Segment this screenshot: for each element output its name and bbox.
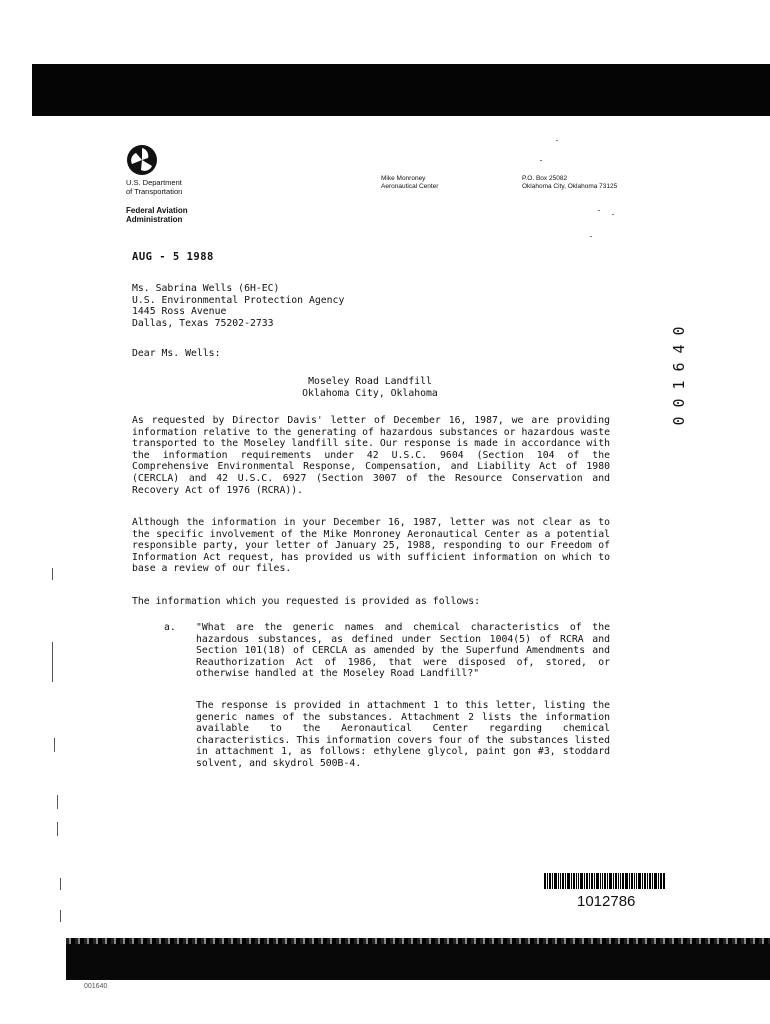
stamp-digit: 4	[670, 344, 688, 354]
center-line-1: Mike Monroney	[381, 175, 426, 182]
margin-mark	[57, 822, 58, 836]
address-line-2: Oklahoma City, Oklahoma 73125	[522, 183, 618, 190]
footer-number: 001640	[84, 983, 108, 990]
scan-speck	[590, 236, 592, 237]
margin-mark	[52, 568, 53, 580]
scan-speck	[598, 210, 600, 211]
center-line-2: Aeronautical Center	[381, 183, 439, 190]
scan-bottom-band	[66, 944, 770, 980]
addressee-line-3: 1445 Ross Avenue	[132, 306, 227, 318]
stamp-digit: 0	[670, 326, 688, 336]
addressee-line-2: U.S. Environmental Protection Agency	[132, 294, 345, 306]
stamp-digit: 0	[670, 416, 688, 426]
item-answer: The response is provided in attachment 1 to this letter, listing the generic names of the substances. Attachment 2 lists the information available to the Aeronautical Center regarding chemical characteristics. This information covers four of the substances listed in attachment 1, as follows: ethylene glycol, paint gon #3, stoddard solvent, and skydrol 500B-4.	[196, 700, 610, 769]
center-name	[381, 175, 438, 191]
address-line-1: P.O. Box 25082	[522, 175, 568, 182]
scan-speck	[556, 140, 558, 141]
scan-speck	[612, 214, 614, 215]
stamp-digit: 0	[670, 398, 688, 408]
dot-seal-icon	[126, 144, 158, 176]
addressee-line-1: Ms. Sabrina Wells (6H-EC)	[132, 283, 280, 294]
agency-name	[126, 206, 188, 224]
return-address	[522, 175, 617, 191]
margin-mark	[60, 878, 61, 890]
addressee-line-4: Dallas, Texas 75202-2733	[132, 317, 274, 329]
margin-mark	[54, 738, 55, 752]
item-label: a.	[164, 622, 176, 633]
barcode-number: 1012786	[577, 893, 636, 910]
dept-line-2: of Transportation	[126, 187, 183, 196]
paragraph-intro: As requested by Director Davis' letter of December 16, 1987, we are providing information relative to the generating of hazardous substances or hazardous waste transported to the Moseley landfill site. Our response is made in accordance with the information requirements under 42 U.S.C. 9604 (Section 104 of the Comprehensive Environmental Response, Compensation, and Liability Act of 1980 (CERCLA) and 42 U.S.C. 6927 (Section 3007 of the Resource Conservation and Recovery Act of 1976 (RCRA)).	[132, 415, 610, 496]
subject-line-1: Moseley Road Landfill	[308, 376, 432, 387]
agency-line-1: Federal Aviation	[126, 206, 188, 215]
dept-name	[126, 178, 182, 196]
addressee-block	[132, 283, 344, 329]
paragraph-involvement: Although the information in your December 16, 1987, letter was not clear as to the specific involvement of the Mike Monroney Aeronautical Center as a potential responsible party, your letter of January 25, 1988, responding to our Freedom of Information Act request, has provided us with sufficient information on which to base a review of our files.	[132, 517, 610, 575]
scan-top-band	[32, 64, 770, 116]
scan-speck	[540, 160, 542, 161]
item-question: "What are the generic names and chemical characteristics of the hazardous substances, as defined under Section 1004(5) of RCRA and Section 101(18) of CERCLA as amended by the Superfund Amendments and Reauthorization Act of 1986, that were disposed of, stored, or otherwise handled at the Moseley Road Landfill?"	[196, 622, 610, 680]
letter-date: AUG - 5 1988	[132, 251, 214, 263]
subject-line-2: Oklahoma City, Oklahoma	[302, 387, 438, 399]
dept-line-1: U.S. Department	[126, 178, 182, 187]
margin-mark	[60, 910, 61, 922]
stamp-digit: 1	[670, 380, 688, 390]
margin-mark	[57, 795, 58, 809]
subject-block	[132, 376, 608, 399]
salutation: Dear Ms. Wells:	[132, 348, 221, 359]
agency-line-2: Administration	[126, 215, 183, 224]
margin-mark	[52, 642, 53, 682]
barcode-icon	[544, 873, 666, 889]
vertical-stamp-number	[664, 322, 694, 430]
paragraph-provided: The information which you requested is provided as follows:	[132, 596, 480, 607]
stamp-digit: 6	[670, 362, 688, 372]
